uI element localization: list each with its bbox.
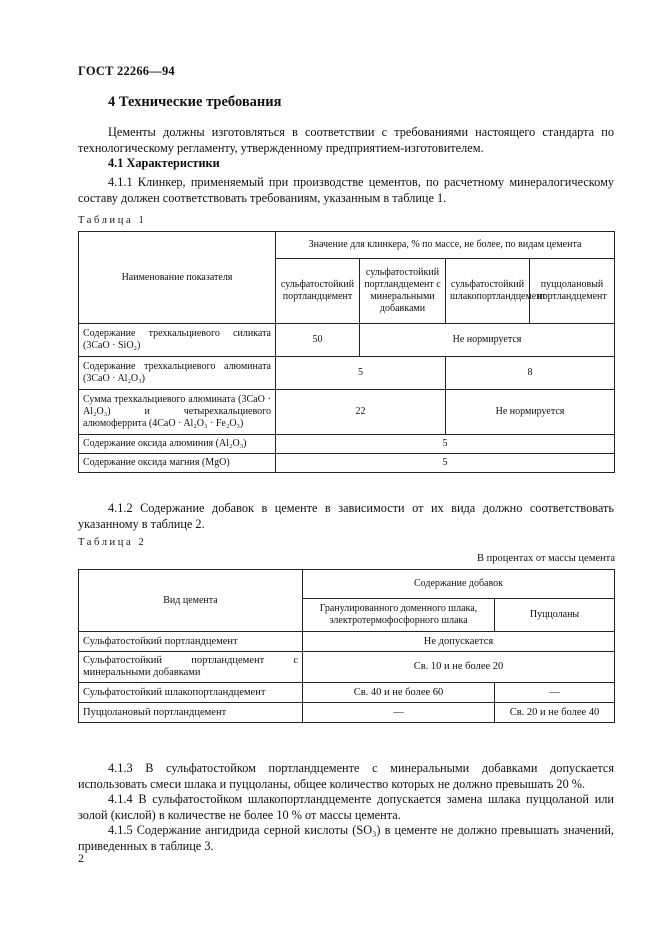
table1-subheader: пуццолановый портландцемент bbox=[530, 259, 615, 324]
table1-row-name: Содержание оксида магния (MgO) bbox=[79, 454, 276, 473]
table1-cell: 8 bbox=[446, 357, 615, 390]
table1-header-group: Значение для клинкера, % по массе, не более, по видам цемента bbox=[276, 232, 615, 259]
table-row bbox=[79, 454, 615, 473]
table2-cell: — bbox=[303, 703, 495, 723]
document-id: ГОСТ 22266—94 bbox=[78, 64, 175, 78]
table2-header-group: Содержание добавок bbox=[303, 570, 615, 599]
table2-cell: Не допускается bbox=[303, 632, 615, 652]
paragraph-4-1-4 bbox=[78, 792, 614, 823]
table2-row-name: Сульфатостойкий портландцемент с минеральными добавками bbox=[79, 652, 303, 683]
table1-cell: 5 bbox=[276, 357, 446, 390]
table-2 bbox=[78, 569, 615, 723]
table-row bbox=[79, 632, 615, 652]
table1-row-name: Содержание трехкальциевого силиката (3CaO · SiO₂) bbox=[79, 324, 276, 357]
table-row bbox=[79, 390, 615, 435]
table1-cell: 50 bbox=[276, 324, 360, 357]
table-row bbox=[79, 357, 615, 390]
paragraph-4-1-1 bbox=[78, 175, 614, 206]
table1-subheader: сульфатостойкий портландцемент с минеральными добавками bbox=[360, 259, 446, 324]
table1-cell: Не нормируется bbox=[360, 324, 615, 357]
paragraph-4-1-5 bbox=[78, 823, 614, 854]
section-title: 4 Технические требования bbox=[108, 94, 282, 110]
table1-header-indicator: Наименование показателя bbox=[79, 232, 276, 324]
table-row bbox=[79, 324, 615, 357]
table-row bbox=[79, 683, 615, 703]
table2-subheader: Пуццоланы bbox=[495, 599, 615, 632]
page-number: 2 bbox=[78, 851, 84, 865]
paragraph-4-1-3 bbox=[78, 761, 614, 792]
table2-subheader: Гранулированного доменного шлака, электротермофосфорного шлака bbox=[303, 599, 495, 632]
table-row bbox=[79, 703, 615, 723]
table2-caption: Таблица 2 bbox=[78, 537, 147, 548]
paragraph-4-1-3-text: 4.1.3 В сульфатостойком портландцементе с минеральными добавками допускается использовать смеси шлака и пуццоланы, общее количество которых не должно превышать 20 %. bbox=[78, 761, 614, 791]
table1-cell: Не нормируется bbox=[446, 390, 615, 435]
table2-cell: Св. 40 и не более 60 bbox=[303, 683, 495, 703]
table2-cell: Св. 10 и не более 20 bbox=[303, 652, 615, 683]
table-row bbox=[79, 435, 615, 454]
table1-cell: 5 bbox=[276, 454, 615, 473]
paragraph-4-1-5-text: 4.1.5 Содержание ангидрида серной кислоты (SO₃) в цементе не должно превышать значений, приведенных в таблице 3. bbox=[78, 823, 614, 853]
subsection-title: 4.1 Характеристики bbox=[108, 156, 220, 170]
table2-row-name: Сульфатостойкий шлакопортландцемент bbox=[79, 683, 303, 703]
table2-unit-note: В процентах от массы цемента bbox=[476, 553, 615, 564]
table1-cell: 22 bbox=[276, 390, 446, 435]
paragraph-4-1-2-text: 4.1.2 Содержание добавок в цементе в зависимости от их вида должно соответствовать указанному в таблице 2. bbox=[78, 501, 614, 531]
paragraph-4-1-1-text: 4.1.1 Клинкер, применяемый при производстве цементов, по расчетному минералогическому составу должен соответствовать требованиям, указанным в таблице 1. bbox=[78, 175, 614, 205]
paragraph-4-1-4-text: 4.1.4 В сульфатостойком шлакопортландцементе допускается замена шлака пуццоланой или золой (кислой) в количестве не более 10 % от массы цемента. bbox=[78, 792, 614, 822]
table2-row-name: Сульфатостойкий портландцемент bbox=[79, 632, 303, 652]
table1-row-name: Содержание трехкальциевого алюмината (3CaO · Al₂O₃) bbox=[79, 357, 276, 390]
table1-cell: 5 bbox=[276, 435, 615, 454]
intro-paragraph bbox=[78, 125, 614, 156]
table-1 bbox=[78, 231, 615, 473]
table1-subheader: сульфатостойкий портландцемент bbox=[276, 259, 360, 324]
table2-cell: — bbox=[495, 683, 615, 703]
intro-text: Цементы должны изготовляться в соответствии с требованиями настоящего стандарта по технологическому регламенту, утвержденному предприятием-изготовителем. bbox=[78, 125, 614, 155]
table2-row-name: Пуццолановый портландцемент bbox=[79, 703, 303, 723]
table1-caption: Таблица 1 bbox=[78, 215, 147, 226]
table1-row-name: Содержание оксида алюминия (Al₂O₃) bbox=[79, 435, 276, 454]
table2-cell: Св. 20 и не более 40 bbox=[495, 703, 615, 723]
table1-subheader: сульфатостойкий шлакопортландцемент bbox=[446, 259, 530, 324]
table1-row-name: Сумма трехкальциевого алюмината (3CaO · Al₂O₃) и четырехкальциевого алюмоферрита (4CaO · Al₂O₃ · Fe₂O₃) bbox=[79, 390, 276, 435]
table-row bbox=[79, 652, 615, 683]
table2-header-kind: Вид цемента bbox=[79, 570, 303, 632]
paragraph-4-1-2 bbox=[78, 501, 614, 532]
